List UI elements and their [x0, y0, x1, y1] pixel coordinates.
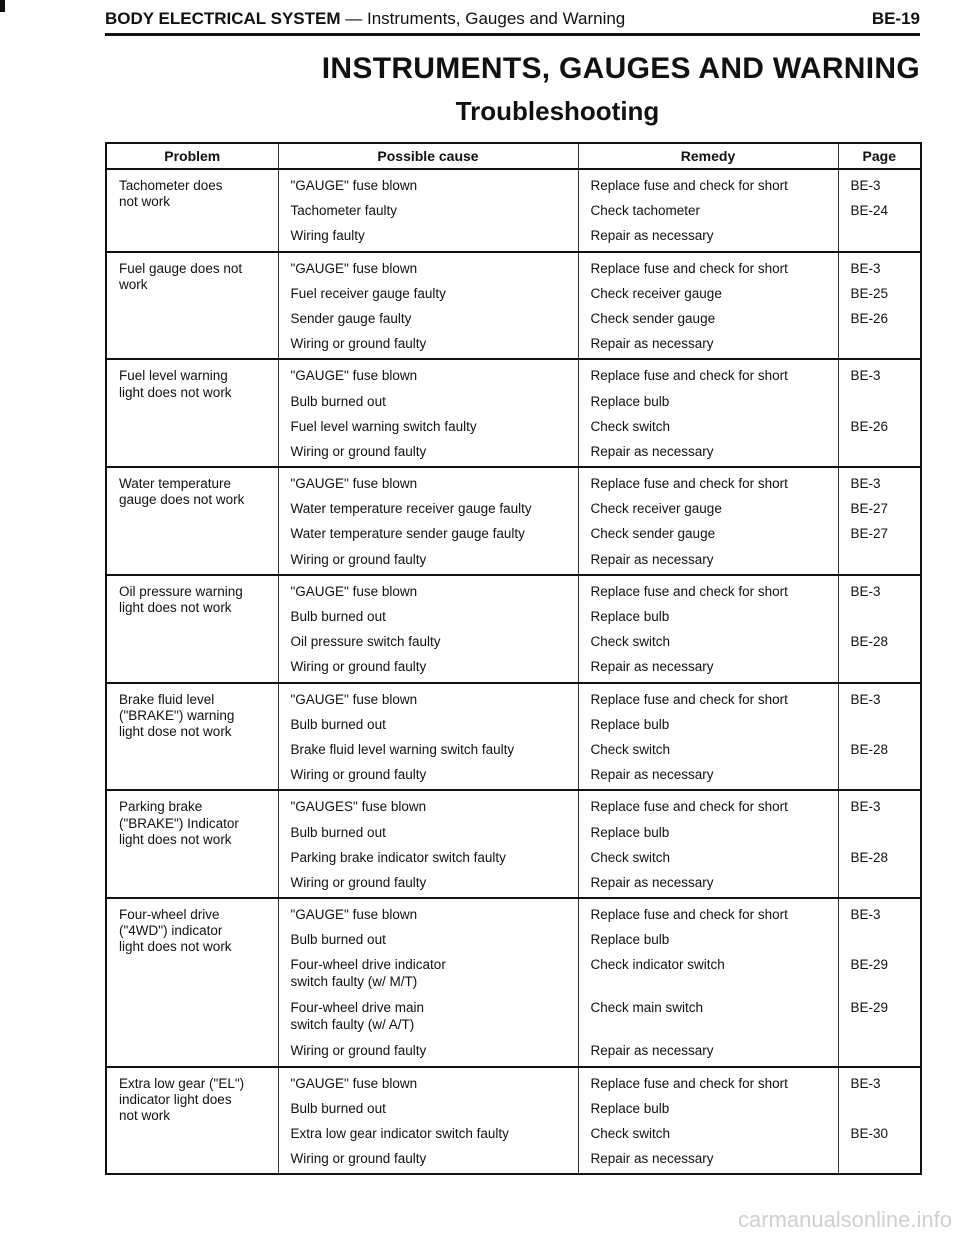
cause-line: "GAUGE" fuse blown: [290, 583, 418, 599]
cause-line: Four-wheel drive indicator switch faulty (w/ M/T): [290, 957, 446, 989]
remedy-line: Replace bulb: [590, 393, 670, 409]
remedy-cell: [578, 169, 838, 252]
remedy-line: Repair as necessary: [590, 551, 714, 567]
page-ref: [851, 228, 921, 244]
column-header-possible-cause: Possible cause: [278, 143, 578, 169]
problem-cell: [106, 575, 278, 683]
cause-line: Wiring faulty: [290, 228, 365, 244]
problem-line: indicator light does: [119, 1091, 232, 1107]
cause-line: Bulb burned out: [290, 1100, 386, 1116]
cause-line: Fuel level warning switch faulty: [290, 418, 477, 434]
remedy-line: Replace bulb: [590, 609, 670, 624]
table-row: [106, 898, 921, 1067]
page-ref: BE-25: [850, 285, 889, 301]
cause-line: Wiring or ground faulty: [290, 336, 427, 352]
problem-line: light does not work: [119, 600, 232, 615]
cause-line: "GAUGES" fuse blown: [290, 799, 427, 815]
page-cell: [838, 359, 921, 467]
cause-cell: [278, 252, 578, 360]
problem-line: Extra low gear ("EL"): [119, 1075, 245, 1091]
page-ref: [851, 552, 921, 568]
cause-cell: [278, 790, 578, 898]
cause-line: Wiring or ground faulty: [290, 1151, 427, 1167]
page-ref: [851, 336, 921, 352]
page-cell: [838, 467, 921, 575]
page-ref: BE-3: [850, 907, 881, 923]
problem-line: Brake fluid level: [119, 691, 215, 707]
page-ref: [851, 659, 921, 675]
page-ref: [851, 1151, 921, 1167]
problem-cell: [106, 1067, 278, 1175]
page-cell: [838, 683, 921, 791]
page-subtitle: Troubleshooting: [455, 96, 660, 126]
cause-line: "GAUGE" fuse blown: [290, 178, 418, 193]
page-ref: [851, 767, 921, 783]
table-header-row: [106, 143, 921, 169]
cause-cell: [278, 898, 578, 1067]
remedy-line: Check indicator switch: [590, 957, 725, 973]
problem-line: light does not work: [119, 939, 232, 955]
cause-line: Wiring or ground faulty: [290, 767, 427, 783]
page-ref: BE-28: [850, 741, 889, 757]
cause-line: Wiring or ground faulty: [290, 659, 427, 675]
header-subsection: Instruments, Gauges and Warning: [366, 9, 626, 28]
page-ref: BE-26: [850, 418, 889, 434]
remedy-line: Repair as necessary: [590, 874, 714, 890]
table-row: [106, 467, 921, 575]
page-cell: [838, 1067, 921, 1175]
cause-line: Fuel receiver gauge faulty: [290, 285, 446, 301]
cause-line: Bulb burned out: [290, 824, 386, 840]
table-row: [106, 790, 921, 898]
remedy-line: Check switch: [590, 418, 671, 434]
remedy-cell: [578, 252, 838, 360]
remedy-line: Repair as necessary: [590, 659, 714, 675]
table-row: [106, 169, 921, 252]
cause-line: Brake fluid level warning switch faulty: [290, 741, 515, 757]
cause-line: Oil pressure switch faulty: [290, 634, 441, 650]
page-ref: BE-3: [850, 1075, 881, 1091]
page-ref: BE-27: [850, 526, 889, 542]
page-ref: BE-3: [850, 583, 881, 599]
table-row: [106, 575, 921, 683]
watermark-text: carmanualsonline.info: [737, 1207, 952, 1232]
page-cell: [838, 898, 921, 1067]
remedy-line: Repair as necessary: [590, 443, 714, 459]
problem-line: Four-wheel drive: [119, 907, 220, 923]
cause-line: "GAUGE" fuse blown: [290, 260, 418, 276]
problem-line: Parking brake: [119, 799, 203, 815]
cause-line: Bulb burned out: [290, 609, 386, 624]
page-ref: BE-3: [850, 260, 881, 276]
remedy-cell: [578, 683, 838, 791]
cause-line: Wiring or ground faulty: [290, 874, 427, 890]
remedy-line: Check sender gauge: [590, 310, 716, 326]
page-ref: [851, 444, 921, 460]
problem-line: Tachometer does: [119, 178, 223, 193]
remedy-line: Replace fuse and check for short: [590, 368, 788, 384]
header-section: BODY ELECTRICAL SYSTEM: [105, 9, 341, 28]
page-ref: [851, 932, 921, 948]
problem-line: light dose not work: [119, 723, 232, 739]
remedy-cell: [578, 575, 838, 683]
problem-cell: [106, 898, 278, 1067]
troubleshooting-table: [105, 142, 922, 1175]
remedy-line: Repair as necessary: [590, 767, 714, 783]
remedy-line: Replace bulb: [590, 824, 670, 840]
remedy-line: Repair as necessary: [590, 1151, 714, 1167]
problem-line: work: [119, 276, 148, 292]
cause-line: Water temperature receiver gauge faulty: [290, 501, 532, 517]
remedy-line: Check switch: [590, 849, 671, 865]
page-cell: [838, 575, 921, 683]
remedy-line: Check switch: [590, 634, 671, 650]
remedy-line: Repair as necessary: [590, 336, 714, 352]
page-ref: BE-29: [850, 957, 889, 973]
cause-cell: [278, 467, 578, 575]
problem-cell: [106, 252, 278, 360]
cause-line: Wiring or ground faulty: [290, 551, 427, 567]
cause-line: "GAUGE" fuse blown: [290, 907, 418, 923]
cause-line: Extra low gear indicator switch faulty: [290, 1126, 509, 1141]
column-header-page: Page: [838, 143, 921, 169]
header-rule: [105, 33, 920, 36]
corner-mark: [0, 0, 5, 12]
column-header-problem: Problem: [106, 143, 278, 169]
cause-line: "GAUGE" fuse blown: [290, 476, 418, 492]
remedy-line: Check main switch: [590, 1000, 704, 1016]
page-ref: BE-26: [850, 310, 889, 326]
cause-line: "GAUGE" fuse blown: [290, 1075, 418, 1091]
page-ref: [851, 825, 921, 841]
cause-cell: [278, 169, 578, 252]
page-ref: BE-28: [850, 634, 889, 649]
table-row: [106, 683, 921, 791]
column-header-remedy: Remedy: [578, 143, 838, 169]
remedy-line: Check switch: [590, 741, 671, 757]
page-ref: BE-30: [850, 1125, 889, 1141]
cause-line: Bulb burned out: [290, 932, 386, 948]
remedy-line: Check sender gauge: [590, 526, 716, 542]
cause-line: Bulb burned out: [290, 393, 386, 409]
problem-cell: [106, 169, 278, 252]
page-ref: BE-3: [850, 368, 881, 384]
table-row: [106, 1067, 921, 1175]
remedy-line: Replace fuse and check for short: [590, 691, 788, 707]
cause-cell: [278, 575, 578, 683]
page-ref: [851, 875, 921, 891]
table-row: [106, 252, 921, 360]
page-cell: [838, 169, 921, 252]
remedy-line: Repair as necessary: [590, 228, 714, 244]
cause-line: Sender gauge faulty: [290, 310, 412, 326]
remedy-line: Repair as necessary: [590, 1043, 714, 1059]
remedy-line: Replace fuse and check for short: [590, 476, 788, 492]
problem-cell: [106, 683, 278, 791]
page-ref: [851, 1043, 921, 1059]
page-ref: BE-28: [850, 849, 889, 865]
problem-line: ("BRAKE") Indicator: [119, 815, 239, 831]
header-text: [105, 9, 625, 29]
remedy-cell: [578, 790, 838, 898]
problem-line: light does not work: [119, 384, 232, 400]
cause-line: Four-wheel drive main switch faulty (w/ A/T): [290, 1000, 425, 1032]
page-cell: [838, 790, 921, 898]
remedy-line: Replace bulb: [590, 716, 670, 732]
cause-line: Tachometer faulty: [290, 203, 398, 219]
page-ref: BE-3: [850, 691, 881, 707]
page-ref: [851, 717, 921, 733]
remedy-cell: [578, 359, 838, 467]
problem-line: ("4WD") indicator: [119, 923, 223, 939]
header-dash: —: [345, 9, 363, 28]
page-title: INSTRUMENTS, GAUGES AND WARNING: [321, 52, 920, 85]
problem-line: Water temperature: [119, 476, 232, 492]
problem-line: Fuel level warning: [119, 368, 228, 384]
remedy-line: Replace fuse and check for short: [590, 583, 788, 599]
cause-cell: [278, 683, 578, 791]
problem-line: Oil pressure warning: [119, 583, 243, 599]
remedy-line: Check switch: [590, 1126, 671, 1141]
cause-line: Bulb burned out: [290, 716, 386, 732]
remedy-cell: [578, 1067, 838, 1175]
cause-line: Wiring or ground faulty: [290, 1043, 427, 1059]
problem-cell: [106, 359, 278, 467]
running-header: [105, 6, 920, 32]
remedy-line: Replace fuse and check for short: [590, 907, 788, 923]
cause-line: Wiring or ground faulty: [290, 443, 427, 459]
problem-cell: [106, 467, 278, 575]
page-ref: BE-3: [850, 476, 881, 492]
remedy-cell: [578, 467, 838, 575]
remedy-line: Check tachometer: [590, 203, 701, 219]
problem-line: not work: [119, 1108, 171, 1123]
page-ref: BE-3: [850, 799, 881, 815]
remedy-line: Replace bulb: [590, 1100, 670, 1116]
problem-cell: [106, 790, 278, 898]
header-page-number: BE-19: [871, 9, 920, 28]
table-row: [106, 359, 921, 467]
cause-line: Water temperature sender gauge faulty: [290, 526, 525, 542]
remedy-cell: [578, 898, 838, 1067]
page-ref: [851, 1101, 921, 1117]
remedy-line: Check receiver gauge: [590, 285, 722, 301]
remedy-line: Replace fuse and check for short: [590, 799, 788, 815]
remedy-line: Replace fuse and check for short: [590, 260, 788, 276]
remedy-line: Check receiver gauge: [590, 501, 722, 517]
page-ref: [851, 394, 921, 410]
problem-line: ("BRAKE") warning: [119, 707, 235, 723]
cause-line: "GAUGE" fuse blown: [290, 691, 418, 707]
problem-line: gauge does not work: [119, 492, 245, 508]
problem-line: not work: [119, 194, 171, 210]
remedy-line: Replace bulb: [590, 932, 670, 948]
remedy-line: Replace fuse and check for short: [590, 178, 788, 193]
problem-line: light does not work: [119, 831, 232, 847]
remedy-line: Replace fuse and check for short: [590, 1075, 788, 1091]
page-ref: [851, 609, 921, 625]
cause-cell: [278, 1067, 578, 1175]
page-ref: BE-29: [850, 1000, 889, 1016]
cause-line: "GAUGE" fuse blown: [290, 368, 418, 384]
page-cell: [838, 252, 921, 360]
page-ref: BE-27: [850, 501, 889, 517]
page-ref: BE-3: [850, 178, 881, 193]
table-body: [106, 169, 921, 1174]
cause-cell: [278, 359, 578, 467]
problem-line: Fuel gauge does not: [119, 260, 243, 276]
cause-line: Parking brake indicator switch faulty: [290, 849, 506, 865]
page-ref: BE-24: [850, 203, 889, 219]
